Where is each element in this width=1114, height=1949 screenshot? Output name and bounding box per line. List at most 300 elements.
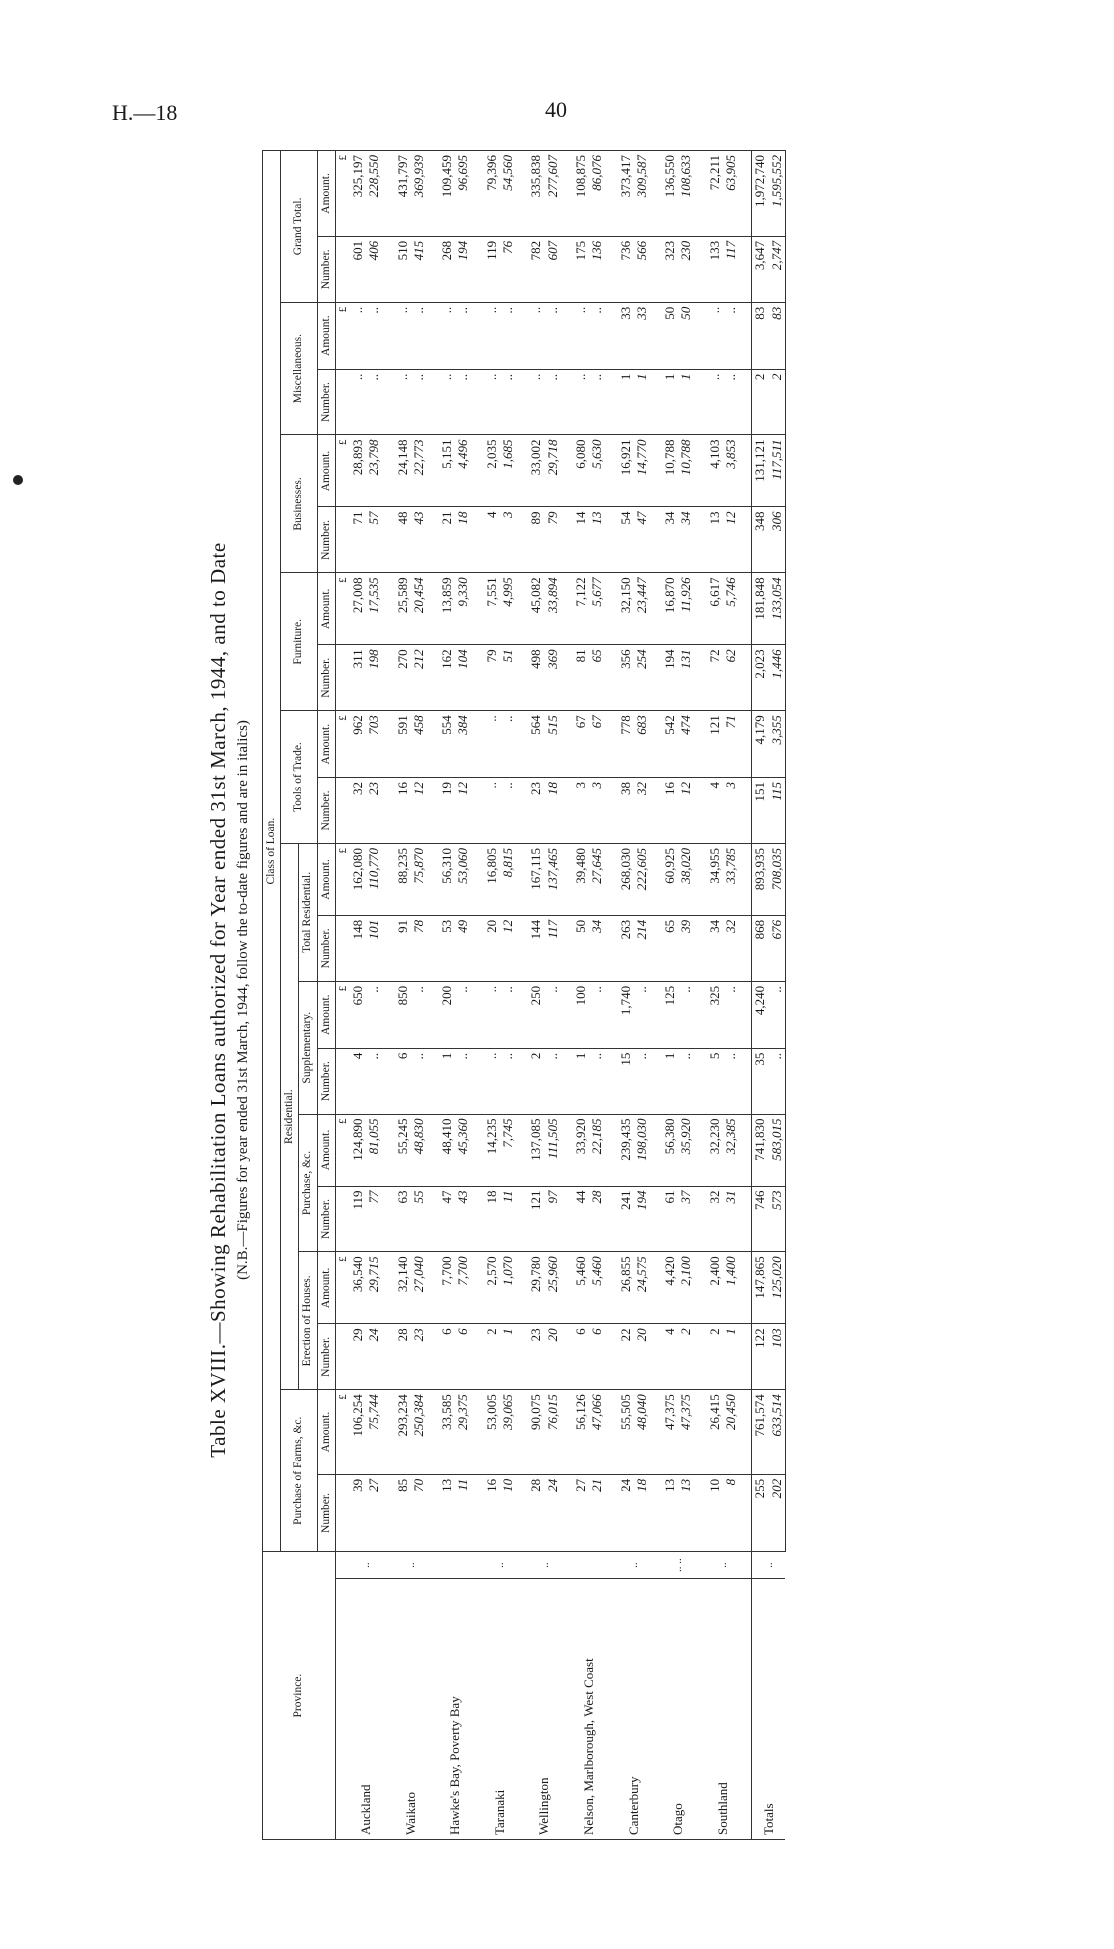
to-date-value: 13 bbox=[439, 1474, 455, 1551]
year-value: 83 bbox=[769, 302, 786, 369]
row-spacer bbox=[606, 151, 618, 1840]
spacer-cell bbox=[383, 1252, 395, 1324]
year-value: 32 bbox=[723, 915, 739, 981]
year-value: .. bbox=[723, 1048, 739, 1114]
spacer-cell bbox=[606, 1552, 618, 1579]
spacer-cell bbox=[383, 435, 395, 507]
year-value: 45,360 bbox=[455, 1114, 471, 1186]
year-value: 18 bbox=[634, 1474, 650, 1551]
year-value: 703 bbox=[366, 711, 382, 778]
to-date-value: 542 bbox=[662, 711, 678, 778]
spacer-cell bbox=[383, 573, 395, 645]
spacer-cell bbox=[695, 573, 707, 645]
currency-symbol: £ bbox=[335, 1114, 350, 1186]
spacer-cell bbox=[383, 981, 395, 1048]
to-date-value: .. bbox=[573, 302, 589, 369]
to-date-value: 119 bbox=[350, 1186, 366, 1252]
to-date-value: 50 bbox=[662, 302, 678, 369]
year-value: .. bbox=[723, 369, 739, 435]
spacer-cell bbox=[516, 507, 528, 573]
spacer-cell bbox=[650, 236, 662, 302]
year-value: 254 bbox=[634, 645, 650, 711]
spacer-cell bbox=[516, 981, 528, 1048]
to-date-value: .. bbox=[484, 1048, 500, 1114]
to-date-value: 71 bbox=[350, 507, 366, 573]
to-date-value: 335,838 bbox=[528, 151, 544, 237]
year-value: 250,384 bbox=[411, 1390, 427, 1475]
spacer-cell bbox=[383, 843, 395, 915]
spacer-cell bbox=[427, 236, 439, 302]
spacer-cell bbox=[383, 915, 395, 981]
to-date-value: 2,400 bbox=[707, 1252, 723, 1324]
year-value: 137,465 bbox=[545, 843, 561, 915]
spacer-cell bbox=[695, 1474, 707, 1551]
header-amount: Amount. bbox=[317, 1390, 335, 1475]
to-date-value: 72 bbox=[707, 645, 723, 711]
spacer-cell bbox=[739, 1186, 752, 1252]
spacer-cell bbox=[695, 843, 707, 915]
header-number: Number. bbox=[317, 1048, 335, 1114]
spacer-cell bbox=[427, 778, 439, 844]
spacer-cell bbox=[650, 1474, 662, 1551]
spacer-cell bbox=[739, 151, 752, 237]
to-date-value: 55,245 bbox=[395, 1114, 411, 1186]
year-value: .. bbox=[500, 302, 516, 369]
to-date-value: .. bbox=[439, 302, 455, 369]
spacer-cell bbox=[739, 915, 752, 981]
spacer-cell bbox=[739, 1324, 752, 1390]
province-name: Auckland bbox=[350, 1579, 383, 1840]
spacer-cell bbox=[383, 302, 395, 369]
year-value: 79 bbox=[545, 507, 561, 573]
spacer-cell bbox=[695, 1390, 707, 1475]
to-date-value: 4,420 bbox=[662, 1252, 678, 1324]
spacer-cell bbox=[427, 1324, 439, 1390]
year-value: 24 bbox=[545, 1474, 561, 1551]
spacer-cell bbox=[472, 1324, 484, 1390]
to-date-value: 4 bbox=[707, 778, 723, 844]
currency-symbol: £ bbox=[335, 302, 350, 369]
year-value: 458 bbox=[411, 711, 427, 778]
spacer-cell bbox=[650, 915, 662, 981]
table-title: Table XVIII.—Showing Rehabilitation Loans authorized for Year ended 31st March, 1944, and to Date bbox=[206, 542, 230, 1458]
spacer-cell bbox=[516, 843, 528, 915]
year-value: 3,853 bbox=[723, 435, 739, 507]
row-spacer bbox=[472, 151, 484, 1840]
spacer-cell bbox=[561, 981, 573, 1048]
province-name: Canterbury bbox=[618, 1579, 651, 1840]
year-value: 24 bbox=[366, 1324, 382, 1390]
to-date-value: 65 bbox=[662, 915, 678, 981]
header-tools: Tools of Trade. bbox=[281, 711, 317, 844]
to-date-value: 1,740 bbox=[618, 981, 634, 1048]
to-date-value: 7,122 bbox=[573, 573, 589, 645]
to-date-value: 16,805 bbox=[484, 843, 500, 915]
to-date-value: 22 bbox=[618, 1324, 634, 1390]
spacer-cell bbox=[427, 369, 439, 435]
header-province: Province. bbox=[263, 1552, 336, 1840]
year-value: 32,385 bbox=[723, 1114, 739, 1186]
year-value: 65 bbox=[589, 645, 605, 711]
to-date-value: 32,230 bbox=[707, 1114, 723, 1186]
spacer-cell bbox=[561, 778, 573, 844]
leader-dots bbox=[439, 1552, 472, 1579]
year-value: 115 bbox=[769, 778, 786, 844]
spacer-cell bbox=[695, 1186, 707, 1252]
to-date-value: 554 bbox=[439, 711, 455, 778]
spacer-cell bbox=[739, 711, 752, 778]
year-value: 222,605 bbox=[634, 843, 650, 915]
to-date-value: 162 bbox=[439, 645, 455, 711]
header-amount: Amount. bbox=[317, 1114, 335, 1186]
spacer-cell bbox=[472, 843, 484, 915]
to-date-value: 601 bbox=[350, 236, 366, 302]
spacer-cell bbox=[561, 435, 573, 507]
year-value: 2 bbox=[678, 1324, 694, 1390]
year-value: 22,773 bbox=[411, 435, 427, 507]
year-value: .. bbox=[455, 1048, 471, 1114]
year-value: 34 bbox=[678, 507, 694, 573]
to-date-value: 7,551 bbox=[484, 573, 500, 645]
year-value: 49 bbox=[455, 915, 471, 981]
spacer-cell bbox=[472, 1252, 484, 1324]
year-value: 71 bbox=[723, 711, 739, 778]
to-date-value: 782 bbox=[528, 236, 544, 302]
to-date-value: 109,459 bbox=[439, 151, 455, 237]
spacer-cell bbox=[516, 1390, 528, 1475]
spacer-cell bbox=[739, 435, 752, 507]
year-value: .. bbox=[723, 302, 739, 369]
spacer-cell bbox=[650, 1552, 662, 1579]
spacer-cell bbox=[606, 435, 618, 507]
to-date-value: 39 bbox=[350, 1474, 366, 1551]
to-date-value: 6 bbox=[573, 1324, 589, 1390]
to-date-value: 6 bbox=[395, 1048, 411, 1114]
spacer-cell bbox=[516, 435, 528, 507]
to-date-value: .. bbox=[484, 302, 500, 369]
spacer-cell bbox=[383, 1390, 395, 1475]
year-value: 47,375 bbox=[678, 1390, 694, 1475]
spacer-cell bbox=[472, 435, 484, 507]
spacer-cell bbox=[695, 302, 707, 369]
currency-symbol: £ bbox=[335, 1252, 350, 1324]
to-date-value: 263 bbox=[618, 915, 634, 981]
year-value: .. bbox=[366, 369, 382, 435]
spacer-cell bbox=[561, 369, 573, 435]
spacer-cell bbox=[606, 236, 618, 302]
to-date-value: 25,589 bbox=[395, 573, 411, 645]
header-amount: Amount. bbox=[317, 302, 335, 369]
spacer-cell bbox=[606, 1579, 618, 1840]
year-value: 21 bbox=[589, 1474, 605, 1551]
year-value: 39 bbox=[678, 915, 694, 981]
loans-table bbox=[262, 150, 786, 1840]
header-number: Number. bbox=[317, 645, 335, 711]
to-date-value: 33,585 bbox=[439, 1390, 455, 1475]
spacer-cell bbox=[561, 573, 573, 645]
to-date-value: 39,480 bbox=[573, 843, 589, 915]
to-date-value: 28 bbox=[395, 1324, 411, 1390]
spacer-cell bbox=[695, 151, 707, 237]
header-number: Number. bbox=[317, 915, 335, 981]
year-value: 3 bbox=[500, 507, 516, 573]
year-value: 57 bbox=[366, 507, 382, 573]
to-date-value: 4,179 bbox=[752, 711, 769, 778]
to-date-value: 32 bbox=[707, 1186, 723, 1252]
header-total-residential: Total Residential. bbox=[299, 843, 317, 981]
to-date-value: 7,700 bbox=[439, 1252, 455, 1324]
to-date-value: 53,005 bbox=[484, 1390, 500, 1475]
year-value: 81,055 bbox=[366, 1114, 382, 1186]
year-value: 1 bbox=[723, 1324, 739, 1390]
spacer-cell bbox=[739, 369, 752, 435]
spacer-cell bbox=[472, 236, 484, 302]
year-value: 17,535 bbox=[366, 573, 382, 645]
to-date-value: 239,435 bbox=[618, 1114, 634, 1186]
year-value: 18 bbox=[545, 778, 561, 844]
to-date-value: 162,080 bbox=[350, 843, 366, 915]
year-value: 384 bbox=[455, 711, 471, 778]
year-value: 8,815 bbox=[500, 843, 516, 915]
to-date-value: 268,030 bbox=[618, 843, 634, 915]
spacer-cell bbox=[561, 507, 573, 573]
leader-dots: .. bbox=[618, 1552, 651, 1579]
spacer-cell bbox=[695, 1114, 707, 1186]
spacer-cell bbox=[739, 1114, 752, 1186]
spacer-cell bbox=[516, 1252, 528, 1324]
year-value: 683 bbox=[634, 711, 650, 778]
spacer-cell bbox=[739, 1474, 752, 1551]
to-date-value: 91 bbox=[395, 915, 411, 981]
to-date-value: 33 bbox=[618, 302, 634, 369]
spacer-cell bbox=[472, 573, 484, 645]
year-value: 32 bbox=[634, 778, 650, 844]
to-date-value: 32,150 bbox=[618, 573, 634, 645]
spacer-cell bbox=[650, 1579, 662, 1840]
to-date-value: .. bbox=[484, 369, 500, 435]
header-amount: Amount. bbox=[317, 435, 335, 507]
spacer-cell bbox=[739, 843, 752, 915]
to-date-value: .. bbox=[350, 302, 366, 369]
to-date-value: 24,148 bbox=[395, 435, 411, 507]
year-value: 50 bbox=[678, 302, 694, 369]
spacer-cell bbox=[606, 778, 618, 844]
punch-hole-mark bbox=[13, 475, 23, 485]
year-value: 5,630 bbox=[589, 435, 605, 507]
to-date-value: 14 bbox=[573, 507, 589, 573]
spacer-cell bbox=[472, 1390, 484, 1475]
header-number: Number. bbox=[317, 1474, 335, 1551]
currency-symbol bbox=[335, 236, 350, 302]
year-value: 12 bbox=[455, 778, 471, 844]
year-value: 43 bbox=[455, 1186, 471, 1252]
year-value: 11 bbox=[455, 1474, 471, 1551]
to-date-value: 29,780 bbox=[528, 1252, 544, 1324]
spacer-cell bbox=[383, 369, 395, 435]
header-number: Number. bbox=[317, 1186, 335, 1252]
to-date-value: 148 bbox=[350, 915, 366, 981]
year-value: .. bbox=[411, 981, 427, 1048]
to-date-value: .. bbox=[484, 981, 500, 1048]
row-spacer bbox=[695, 151, 707, 1840]
to-date-value: 106,254 bbox=[350, 1390, 366, 1475]
leader-dots: .. bbox=[350, 1552, 383, 1579]
to-date-value: 4 bbox=[662, 1324, 678, 1390]
year-value: 1 bbox=[634, 369, 650, 435]
table-row bbox=[439, 151, 455, 1840]
year-value: 77 bbox=[366, 1186, 382, 1252]
year-value: 13 bbox=[589, 507, 605, 573]
currency-symbol: £ bbox=[335, 711, 350, 778]
spacer-cell bbox=[427, 1474, 439, 1551]
to-date-value: 6,617 bbox=[707, 573, 723, 645]
year-value: 13 bbox=[678, 1474, 694, 1551]
year-value: 9,330 bbox=[455, 573, 471, 645]
year-value: .. bbox=[545, 369, 561, 435]
year-value: .. bbox=[500, 711, 516, 778]
year-value: 2 bbox=[769, 369, 786, 435]
spacer-cell bbox=[561, 843, 573, 915]
year-value: 108,633 bbox=[678, 151, 694, 237]
to-date-value: 5,460 bbox=[573, 1252, 589, 1324]
spacer-cell bbox=[516, 1048, 528, 1114]
spacer-cell bbox=[383, 1186, 395, 1252]
year-value: 76 bbox=[500, 236, 516, 302]
to-date-value: 270 bbox=[395, 645, 411, 711]
row-spacer bbox=[516, 151, 528, 1840]
year-value: 22,185 bbox=[589, 1114, 605, 1186]
leader-dots: .. bbox=[484, 1552, 517, 1579]
year-value: 86,076 bbox=[589, 151, 605, 237]
year-value: 214 bbox=[634, 915, 650, 981]
spacer-cell bbox=[650, 302, 662, 369]
to-date-value: 26,855 bbox=[618, 1252, 634, 1324]
spacer-cell bbox=[650, 369, 662, 435]
to-date-value: 3 bbox=[573, 778, 589, 844]
spacer-cell bbox=[606, 369, 618, 435]
spacer-cell bbox=[606, 645, 618, 711]
spacer-cell bbox=[695, 981, 707, 1048]
year-value: 38,020 bbox=[678, 843, 694, 915]
year-value: 198,030 bbox=[634, 1114, 650, 1186]
leader-dots: .. bbox=[528, 1552, 561, 1579]
spacer-cell bbox=[650, 573, 662, 645]
spacer-cell bbox=[695, 507, 707, 573]
to-date-value: 47,375 bbox=[662, 1390, 678, 1475]
to-date-value: 32 bbox=[350, 778, 366, 844]
to-date-value: 175 bbox=[573, 236, 589, 302]
year-value: 23 bbox=[366, 778, 382, 844]
year-value: 31 bbox=[723, 1186, 739, 1252]
year-value: 33 bbox=[634, 302, 650, 369]
year-value: 76,015 bbox=[545, 1390, 561, 1475]
spacer-cell bbox=[472, 1474, 484, 1551]
to-date-value: 45,082 bbox=[528, 573, 544, 645]
spacer-cell bbox=[739, 1579, 752, 1840]
year-value: 14,770 bbox=[634, 435, 650, 507]
spacer-cell bbox=[650, 1048, 662, 1114]
to-date-value: 741,830 bbox=[752, 1114, 769, 1186]
to-date-value: 44 bbox=[573, 1186, 589, 1252]
year-value: 96,695 bbox=[455, 151, 471, 237]
to-date-value: 38 bbox=[618, 778, 634, 844]
spacer-cell bbox=[472, 302, 484, 369]
year-value: 4,995 bbox=[500, 573, 516, 645]
spacer-cell bbox=[516, 1324, 528, 1390]
to-date-value: 56,126 bbox=[573, 1390, 589, 1475]
to-date-value: 122 bbox=[752, 1324, 769, 1390]
table-subtitle: (N.B.—Figures for year ended 31st March, 1944, follow the to-date figures and are in italics) bbox=[235, 720, 251, 1280]
province-name: Totals bbox=[752, 1579, 786, 1840]
to-date-value: 2,035 bbox=[484, 435, 500, 507]
spacer-cell bbox=[427, 507, 439, 573]
year-value: .. bbox=[634, 981, 650, 1048]
spacer-cell bbox=[472, 1048, 484, 1114]
spacer-cell bbox=[516, 1552, 528, 1579]
to-date-value: .. bbox=[528, 302, 544, 369]
spacer-cell bbox=[472, 1186, 484, 1252]
spacer-cell bbox=[561, 1474, 573, 1551]
year-value: 51 bbox=[500, 645, 516, 711]
currency-symbol bbox=[335, 369, 350, 435]
year-value: 103 bbox=[769, 1324, 786, 1390]
spacer-cell bbox=[650, 1324, 662, 1390]
year-value: 406 bbox=[366, 236, 382, 302]
spacer-cell bbox=[383, 778, 395, 844]
spacer-cell bbox=[650, 843, 662, 915]
year-value: .. bbox=[500, 981, 516, 1048]
currency-symbol: £ bbox=[335, 435, 350, 507]
spacer-cell bbox=[739, 236, 752, 302]
to-date-value: 35 bbox=[752, 1048, 769, 1114]
year-value: 70 bbox=[411, 1474, 427, 1551]
to-date-value: 60,925 bbox=[662, 843, 678, 915]
spacer-cell bbox=[427, 981, 439, 1048]
to-date-value: 761,574 bbox=[752, 1390, 769, 1475]
spacer-cell bbox=[516, 1579, 528, 1840]
year-value: 12 bbox=[678, 778, 694, 844]
spacer-cell bbox=[606, 915, 618, 981]
year-value: 35,920 bbox=[678, 1114, 694, 1186]
year-value: 3,355 bbox=[769, 711, 786, 778]
to-date-value: 2 bbox=[528, 1048, 544, 1114]
year-value: .. bbox=[366, 981, 382, 1048]
spacer-cell bbox=[383, 1579, 395, 1840]
to-date-value: 27,008 bbox=[350, 573, 366, 645]
to-date-value: 47 bbox=[439, 1186, 455, 1252]
year-value: 11,926 bbox=[678, 573, 694, 645]
spacer-cell bbox=[561, 645, 573, 711]
year-value: 28 bbox=[589, 1186, 605, 1252]
year-value: 47,066 bbox=[589, 1390, 605, 1475]
to-date-value: 325,197 bbox=[350, 151, 366, 237]
to-date-value: 88,235 bbox=[395, 843, 411, 915]
year-value: .. bbox=[411, 302, 427, 369]
year-value: 6 bbox=[589, 1324, 605, 1390]
to-date-value: 2,570 bbox=[484, 1252, 500, 1324]
spacer-cell bbox=[695, 1579, 707, 1840]
year-value: 369 bbox=[545, 645, 561, 711]
year-value: 4,496 bbox=[455, 435, 471, 507]
to-date-value: .. bbox=[528, 369, 544, 435]
province-name: Hawke's Bay, Poverty Bay bbox=[439, 1579, 472, 1840]
spacer-cell bbox=[427, 843, 439, 915]
to-date-value: 736 bbox=[618, 236, 634, 302]
spacer-cell bbox=[606, 1048, 618, 1114]
spacer-cell bbox=[561, 711, 573, 778]
to-date-value: 200 bbox=[439, 981, 455, 1048]
spacer-cell bbox=[472, 711, 484, 778]
